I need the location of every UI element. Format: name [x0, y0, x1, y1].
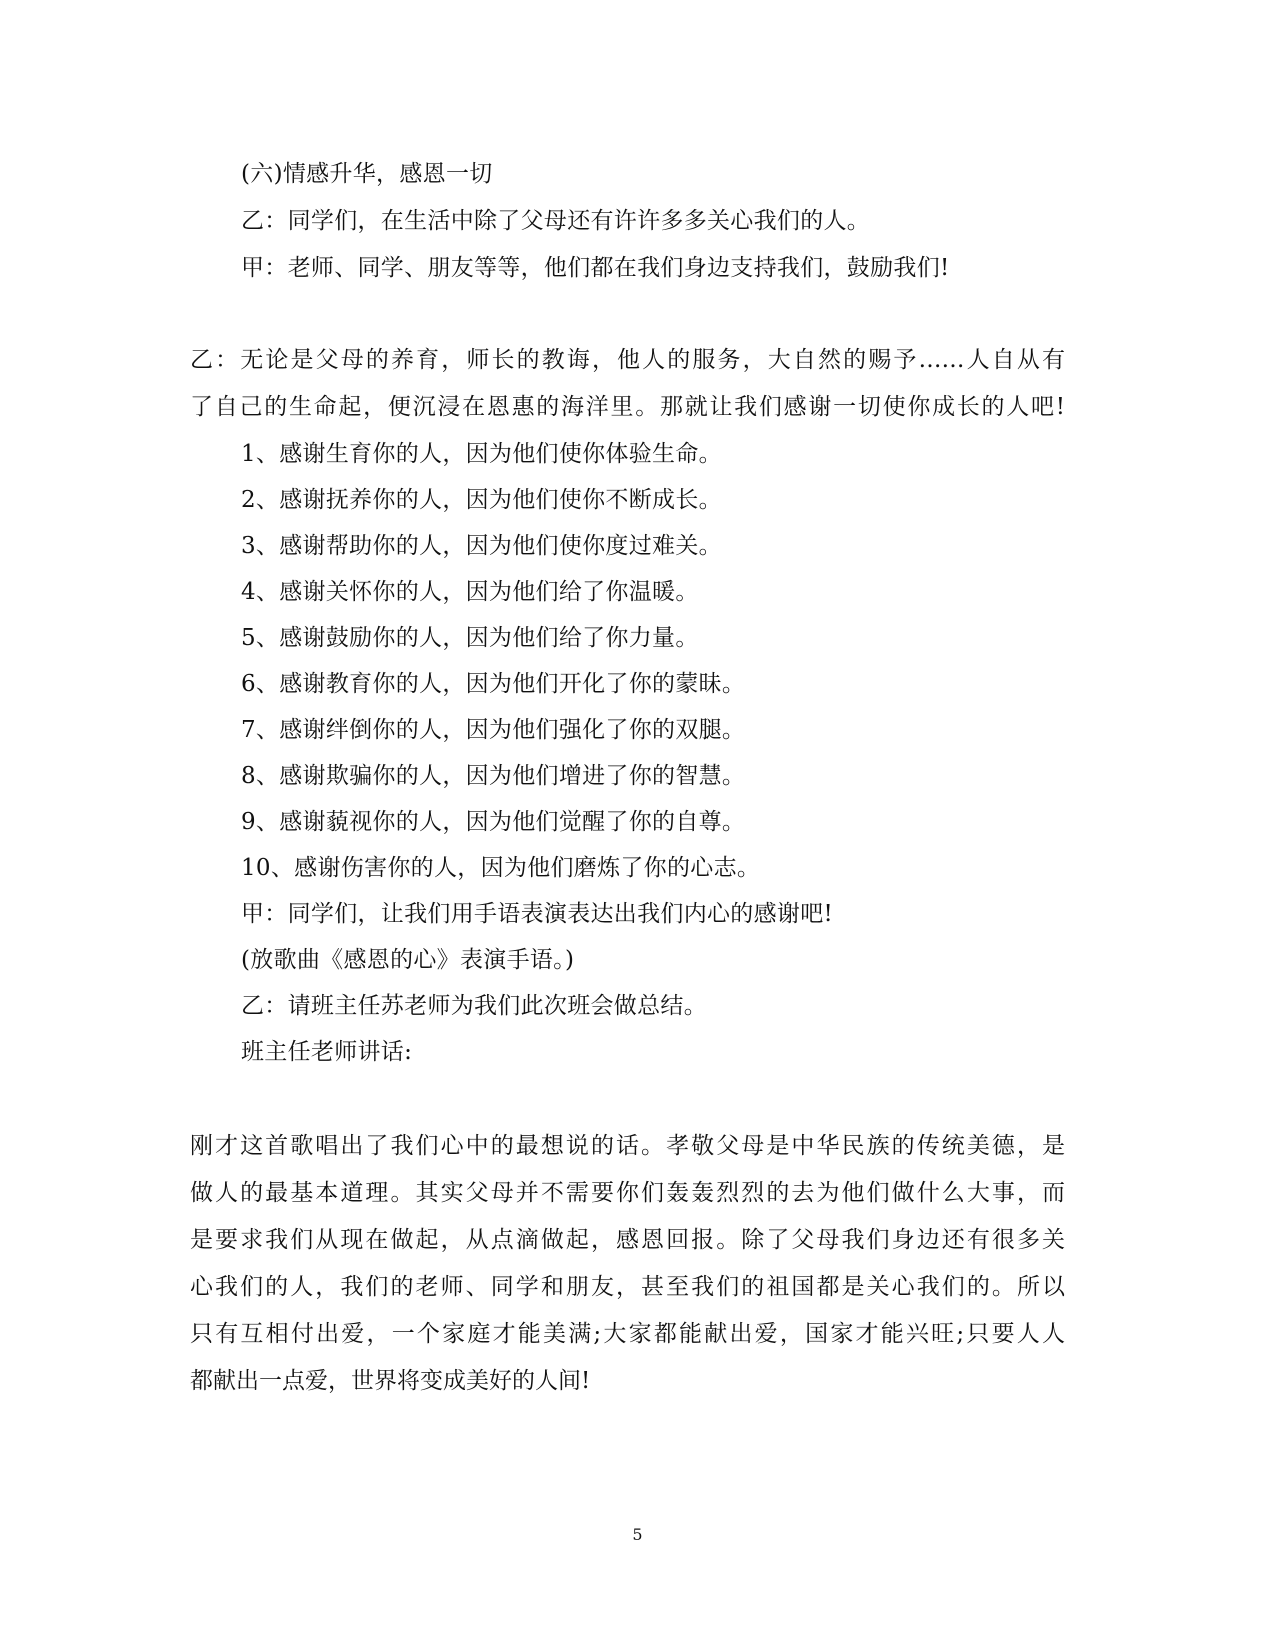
dialogue-line: 甲：同学们，让我们用手语表演表达出我们内心的感谢吧! — [241, 901, 834, 927]
paragraph-line: 都献出一点爱，世界将变成美好的人间! — [190, 1368, 591, 1394]
list-item: 10、感谢伤害你的人，因为他们磨炼了你的心志。 — [241, 855, 761, 881]
paragraph-line: 乙：无论是父母的养育，师长的教诲，他人的服务，大自然的赐予……人自从有 — [190, 347, 1065, 373]
paragraph-line: 刚才这首歌唱出了我们心中的最想说的话。孝敬父母是中华民族的传统美德，是 — [190, 1133, 1065, 1159]
list-item: 7、感谢绊倒你的人，因为他们强化了你的双腿。 — [241, 717, 746, 743]
dialogue-line: 乙：同学们，在生活中除了父母还有许许多多关心我们的人。 — [241, 208, 871, 234]
paragraph-line: 了自己的生命起，便沉浸在恩惠的海洋里。那就让我们感谢一切使你成长的人吧! — [190, 394, 1065, 420]
dialogue-line: 乙：请班主任苏老师为我们此次班会做总结。 — [241, 993, 707, 1019]
page-number: 5 — [632, 1525, 643, 1544]
list-item: 5、感谢鼓励你的人，因为他们给了你力量。 — [241, 625, 699, 651]
dialogue-line: 甲：老师、同学、朋友等等，他们都在我们身边支持我们，鼓励我们! — [241, 255, 950, 281]
list-item: 2、感谢抚养你的人，因为他们使你不断成长。 — [241, 487, 722, 513]
list-item: 9、感谢藐视你的人，因为他们觉醒了你的自尊。 — [241, 809, 746, 835]
paragraph-line: 是要求我们从现在做起，从点滴做起，感恩回报。除了父母我们身边还有很多关 — [190, 1227, 1065, 1253]
paragraph-line: 心我们的人，我们的老师、同学和朋友，甚至我们的祖国都是关心我们的。所以 — [190, 1274, 1065, 1300]
list-item: 4、感谢关怀你的人，因为他们给了你温暖。 — [241, 579, 699, 605]
section-heading: (六)情感升华，感恩一切 — [241, 161, 493, 187]
stage-direction: (放歌曲《感恩的心》表演手语。) — [241, 947, 575, 973]
speaker-heading: 班主任老师讲话: — [241, 1039, 413, 1065]
list-item: 8、感谢欺骗你的人，因为他们增进了你的智慧。 — [241, 763, 746, 789]
list-item: 3、感谢帮助你的人，因为他们使你度过难关。 — [241, 533, 722, 559]
paragraph-line: 只有互相付出爱，一个家庭才能美满;大家都能献出爱，国家才能兴旺;只要人人 — [190, 1321, 1065, 1347]
list-item: 1、感谢生育你的人，因为他们使你体验生命。 — [241, 441, 722, 467]
paragraph-line: 做人的最基本道理。其实父母并不需要你们轰轰烈烈的去为他们做什么大事，而 — [190, 1180, 1065, 1206]
list-item: 6、感谢教育你的人，因为他们开化了你的蒙昧。 — [241, 671, 746, 697]
